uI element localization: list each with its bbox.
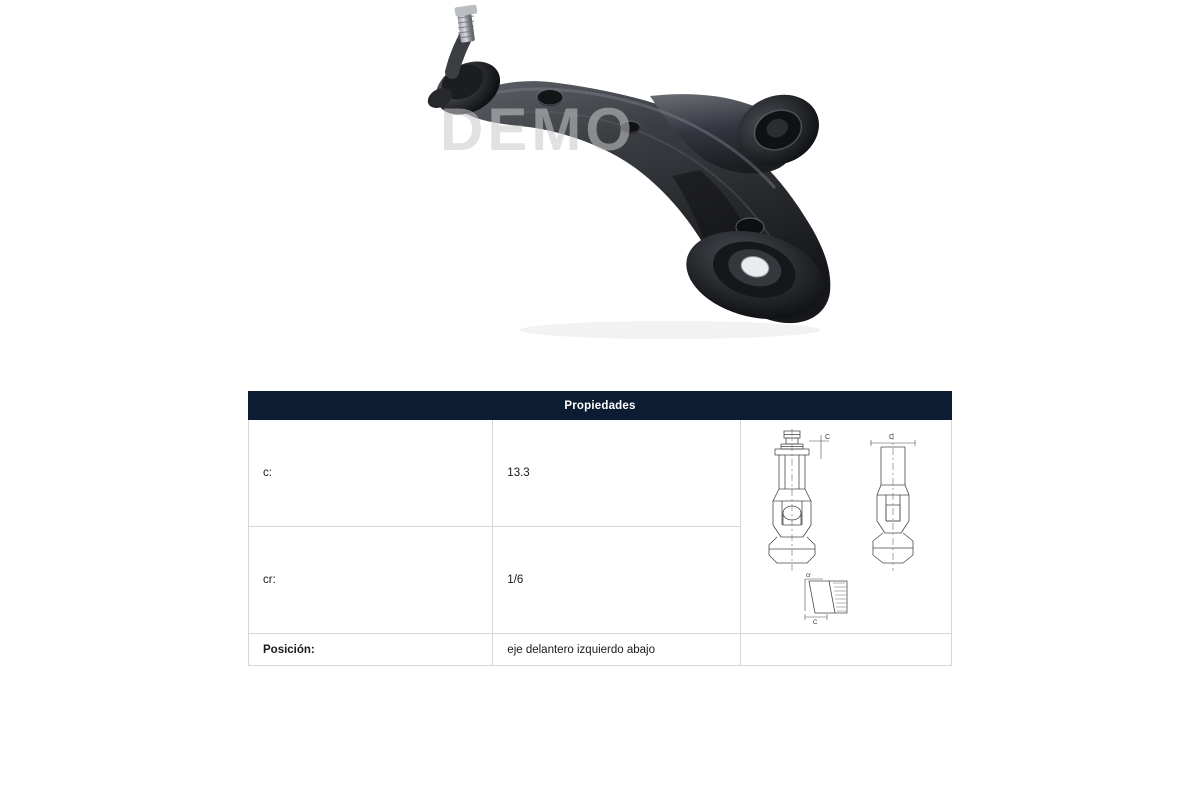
table-row (249, 634, 952, 666)
control-arm-illustration (400, 0, 880, 350)
property-label-posicion: Posición: (249, 634, 493, 666)
dimension-label-c-right: C (888, 433, 895, 441)
watermark-text: DEMO (440, 96, 636, 163)
dimension-label-c-left: C (824, 433, 831, 441)
diagram-cell (740, 420, 951, 634)
ball-joint-diagram-svg (741, 421, 951, 633)
dimension-label-c-bottom: C (812, 619, 818, 626)
properties-header: Propiedades (249, 392, 952, 420)
product-photo (400, 0, 880, 350)
diagram-cell-spacer (740, 634, 951, 666)
product-image-area (0, 0, 1200, 370)
property-label-cr: cr: (249, 527, 493, 634)
property-label-c: c: (249, 420, 493, 527)
property-value-cr: 1/6 (493, 527, 741, 634)
properties-table (248, 391, 952, 666)
ball-joint-technical-diagram (741, 421, 951, 633)
table-header-row (249, 392, 952, 420)
table-row (249, 420, 952, 527)
dimension-label-cr: cr (805, 572, 811, 579)
property-value-posicion: eje delantero izquierdo abajo (493, 634, 741, 666)
property-value-c: 13.3 (493, 420, 741, 527)
